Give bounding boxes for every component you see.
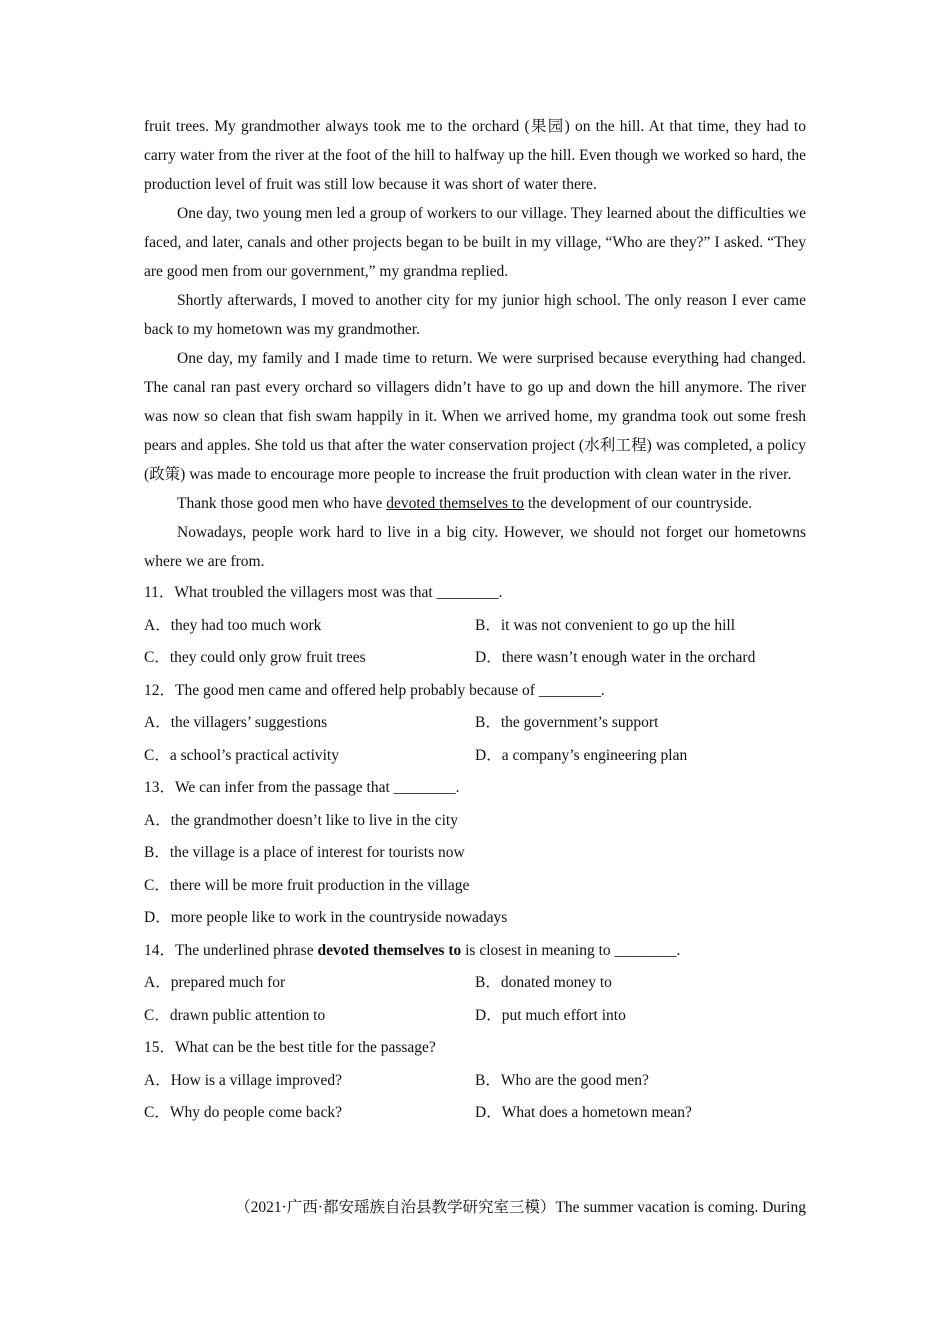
passage-paragraph-2: One day, two young men led a group of workers to our village. They learned about the difficulties we faced, and later, canals and other projects began to be built in my village, “Who are they?” I asked. “They are good men from our government,” my grandma replied.: [144, 205, 806, 280]
option-c: C．Why do people come back?: [144, 1104, 342, 1121]
passage-paragraph-4: One day, my family and I made time to return. We were surprised because everything had changed. The canal ran past every orchard so villagers didn’t have to go up and down the hill anymore. The river was now so clean that fish swam happily in it. When we arrived home, my grandma took out some fresh pears and apples. She told us that after the water conservation project (水利工程) was completed, a policy (政策) was made to encourage more people to increase the fruit production with clean water in the river.: [144, 350, 806, 483]
question-stem: 12．The good men came and offered help probably because of ________.: [144, 681, 605, 699]
question-13: [144, 772, 806, 935]
option-d: D．there wasn’t enough water in the orchard: [475, 649, 756, 666]
passage-paragraph-5: [144, 489, 806, 518]
thank-text-after: the development of our countryside.: [523, 495, 753, 512]
option-a: A．How is a village improved?: [144, 1071, 343, 1089]
option-c: C．they could only grow fruit trees: [144, 649, 366, 666]
option-c: C．there will be more fruit production in the village: [144, 876, 470, 894]
question-stem: [144, 935, 806, 968]
bold-phrase: devoted themselves to: [317, 941, 462, 959]
option-b: B．the village is a place of interest for tourists now: [144, 844, 465, 861]
thank-text-before: Thank those good men who have: [177, 495, 387, 512]
question-12: [144, 675, 806, 773]
option-d: D．put much effort into: [475, 1006, 626, 1024]
option-b: B．the government’s support: [475, 714, 659, 731]
question-stem: 13．We can infer from the passage that ________.: [144, 779, 460, 796]
passage-paragraph-6: Nowadays, people work hard to live in a big city. However, we should not forget our hometowns where we are from.: [144, 524, 806, 570]
option-a: A．the villagers’ suggestions: [144, 714, 328, 731]
option-a: A．the grandmother doesn’t like to live in the city: [144, 811, 458, 829]
question-15: [144, 1032, 806, 1130]
question-14: [144, 935, 806, 1033]
option-a: A．prepared much for: [144, 974, 286, 991]
passage-paragraph-3: Shortly afterwards, I moved to another city for my junior high school. The only reason I ever came back to my hometown was my grandmother.: [144, 292, 806, 338]
option-b: B．donated money to: [475, 974, 612, 991]
option-d: D．a company’s engineering plan: [475, 746, 688, 764]
stem-after: is closest in meaning to ________.: [461, 941, 681, 959]
stem-before: 14．The underlined phrase: [144, 941, 318, 959]
option-b: B．it was not convenient to go up the hill: [475, 616, 736, 634]
passage-paragraph-1: fruit trees. My grandmother always took me to the orchard (果园) on the hill. At that time, they had to carry water from the river at the foot of the hill to halfway up the hill. Even though we worked so hard, the production level of fruit was still low because it was short of water there.: [144, 118, 806, 193]
option-b: B．Who are the good men?: [475, 1071, 649, 1089]
document-body: [144, 112, 806, 1130]
option-d: D．more people like to work in the countryside nowadays: [144, 909, 508, 926]
option-c: C．drawn public attention to: [144, 1006, 326, 1024]
question-stem: 11．What troubled the villagers most was that ________.: [144, 584, 503, 601]
question-11: [144, 577, 806, 675]
next-passage-intro: （2021·广西·都安瑶族自治县教学研究室三模）The summer vacation is coming. During: [235, 1199, 806, 1216]
option-d: D．What does a hometown mean?: [475, 1104, 692, 1121]
option-c: C．a school’s practical activity: [144, 746, 339, 764]
underlined-phrase: devoted themselves to: [386, 495, 524, 512]
option-a: A．they had too much work: [144, 616, 322, 634]
question-stem: 15．What can be the best title for the passage?: [144, 1039, 436, 1056]
